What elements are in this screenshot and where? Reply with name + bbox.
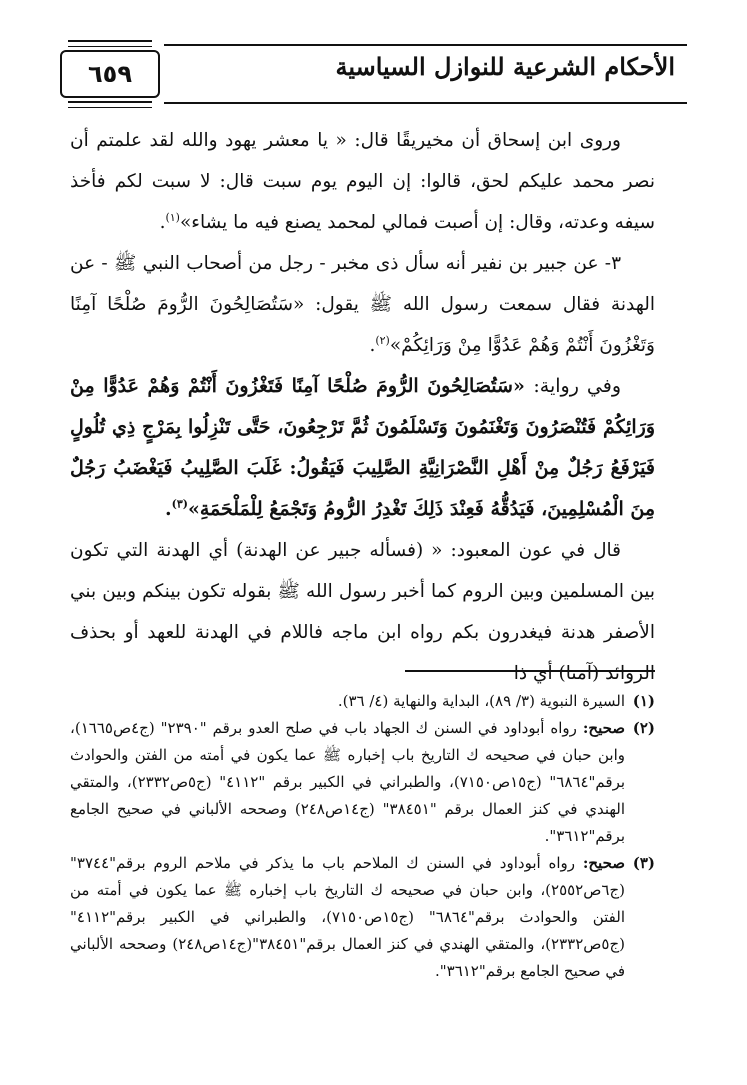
footnote-separator bbox=[405, 670, 655, 672]
footnotes bbox=[70, 688, 655, 985]
header-ornament-frame bbox=[164, 44, 687, 104]
footnote-label: صحيح: bbox=[582, 854, 625, 872]
paragraph-1: وروى ابن إسحاق أن مخيريقًا قال: « يا معشر يهود والله لقد علمتم أن نصر محمد عليكم لحق، قالوا: إن اليوم يوم سبت قال: لا سبت لكم فأخذ سيفه وعدته، وقال: إن أصبت فمالي لمحمد يصنع فيه ما يشاء»$^{(١)}$. bbox=[70, 130, 655, 233]
footnote-label: صحيح: bbox=[582, 719, 626, 737]
footnote-1 bbox=[70, 688, 655, 715]
footnote-text bbox=[70, 850, 625, 985]
running-title: الأحكام الشرعية للنوازل السياسية bbox=[335, 52, 675, 81]
paragraph-1-text: وروى ابن إسحاق أن مخيريقًا قال: « يا معشر يهود والله لقد علمتم أن نصر محمد عليكم لحق، قالوا: إن اليوم يوم سبت قال: لا سبت لكم فأخذ سيفه وعدته، وقال: إن أصبت فمالي لمحمد يصنع فيه ما يشاء» bbox=[70, 130, 655, 233]
page-header bbox=[60, 40, 687, 100]
footnote-3 bbox=[70, 850, 655, 985]
paragraph-3-text: «سَتُصَالِحُونَ الرُّومَ صُلْحًا آمِنًا فَتَغْزُونَ أَنْتُمْ وَهُمْ عَدُوًّا مِنْ وَرَائِكُمْ فَتُنْصَرُونَ وَتَغْنَمُونَ وَتَسْلَمُونَ ثُمَّ تَرْجِعُونَ، حَتَّى تَنْزِلُوا بِمَرْجٍ ذِي تُلُولٍ فَيَرْفَعُ رَجُلٌ مِنْ أَهْلِ النَّصْرَانِيَّةِ الصَّلِيبَ فَيَقُولُ: غَلَبَ الصَّلِيبُ فَيَغْضَبُ رَجُلٌ مِنَ الْمُسْلِمِينَ، فَيَدُقُّهُ فَعِنْدَ ذَلِكَ تَغْدِرُ الرُّومُ وَتَجْمَعُ لِلْمَلْحَمَةِ» bbox=[70, 375, 655, 520]
paragraph-3-lead: وفي رواية: bbox=[533, 375, 621, 397]
paragraph-3: وفي رواية: «سَتُصَالِحُونَ الرُّومَ صُلْحًا آمِنًا فَتَغْزُونَ أَنْتُمْ وَهُمْ عَدُوًّا مِنْ وَرَائِكُمْ فَتُنْصَرُونَ وَتَغْنَمُونَ وَتَسْلَمُونَ ثُمَّ تَرْجِعُونَ، حَتَّى تَنْزِلُوا بِمَرْجٍ ذِي تُلُولٍ فَيَرْفَعُ رَجُلٌ مِنْ أَهْلِ النَّصْرَانِيَّةِ الصَّلِيبَ فَيَقُولُ: غَلَبَ الصَّلِيبُ فَيَغْضَبُ رَجُلٌ مِنَ الْمُسْلِمِينَ، فَيَدُقُّهُ فَعِنْدَ ذَلِكَ تَغْدِرُ الرُّومُ وَتَجْمَعُ لِلْمَلْحَمَةِ»$^{(٣)}$. bbox=[70, 375, 655, 520]
footnote-body: رواه أبوداود في السنن ك الجهاد باب في صلح العدو برقم "٢٣٩٠" (ج٤ص١٦٦٥)، وابن حبان في صحيحه ك التاريخ باب إخباره ﷺ عما يكون في أمته من الفتن والحوادث برقم"٦٨٦٤" (ج١٥ص٧١٥٠)، والطبراني في الكبير برقم "٤١١٢" (ج٥ص٢٣٣٢)، والمتقي الهندي في كنز العمال برقم "٣٨٤٥١" (ج١٤ص٢٤٨) وصححه الألباني في صحيح الجامع برقم"٣٦١٢". bbox=[70, 719, 626, 845]
footnote-ref-1: (١) bbox=[165, 210, 180, 224]
footnote-number: (١) bbox=[632, 692, 655, 710]
footnote-text bbox=[70, 715, 625, 850]
paragraph-2: ٣- عن جبير بن نفير أنه سأل ذى مخبر - رجل من أصحاب النبي ﷺ - عن الهدنة فقال سمعت رسول الله ﷺ يقول: «سَتُصَالِحُونَ الرُّومَ صُلْحًا آمِنًا وَتَغْزُونَ أَنْتُمْ وَهُمْ عَدُوًّا مِنْ وَرَائِكُمْ»$^{(٢)}$. bbox=[70, 253, 655, 356]
footnote-number: (٣) bbox=[632, 854, 655, 872]
main-text bbox=[70, 120, 655, 694]
paragraph-4-text: قال في عون المعبود: « (فسأله جبير عن الهدنة) أي الهدنة التي تكون بين المسلمين وبين الروم كما أخبر رسول الله ﷺ بقوله تكون بينكم وبين بني الأصفر هدنة فيغدرون بكم رواه ابن ماجه فاللام في الهدنة للعهد أو بحذف الزوائد (آمنا) أي ذا bbox=[70, 540, 655, 684]
footnote-text bbox=[70, 688, 625, 715]
page-number: ٦٥٩ bbox=[60, 50, 160, 98]
footnote-body: رواه أبوداود في السنن ك الملاحم باب ما يذكر في ملاحم الروم برقم"٣٧٤٤" (ج٦ص٢٥٥٢)، وابن حبان في صحيحه ك التاريخ باب إخباره ﷺ عما يكون في أمته من الفتن والحوادث برقم"٦٨٦٤" (ج١٥ص٧١٥٠)، والطبراني في الكبير برقم"٤١١٢"(ج٥ص٢٣٣٢)، والمتقي الهندي في كنز العمال برقم"٣٨٤٥١"(ج١٤ص٢٤٨) وصححه الألباني في صحيح الجامع برقم"٣٦١٢". bbox=[70, 854, 626, 980]
footnote-number: (٢) bbox=[632, 719, 655, 737]
footnote-ref-3: (٣) bbox=[171, 497, 188, 511]
footnote-2 bbox=[70, 715, 655, 850]
footnote-body: السيرة النبوية (٣/ ٨٩)، البداية والنهاية (٤/ ٣٦). bbox=[337, 692, 625, 710]
paragraph-2-text: ٣- عن جبير بن نفير أنه سأل ذى مخبر - رجل من أصحاب النبي ﷺ - عن الهدنة فقال سمعت رسول الله ﷺ يقول: «سَتُصَالِحُونَ الرُّومَ صُلْحًا آمِنًا وَتَغْزُونَ أَنْتُمْ وَهُمْ عَدُوًّا مِنْ وَرَائِكُمْ» bbox=[70, 253, 655, 356]
footnote-ref-2: (٢) bbox=[375, 333, 390, 347]
